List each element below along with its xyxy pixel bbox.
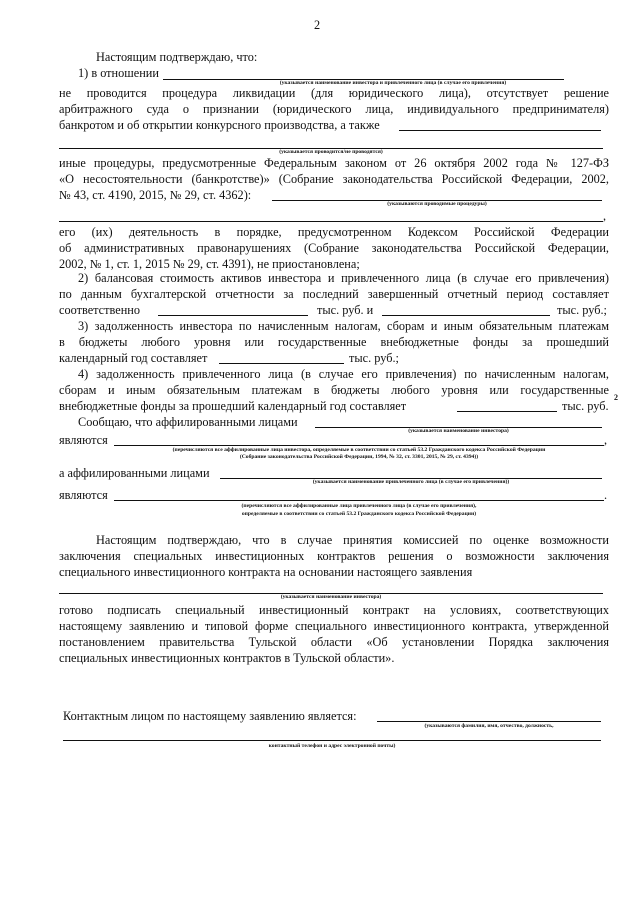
comma: , — [603, 209, 607, 223]
p2-line2: по данным бухгалтерской отчетности за последний завершенный отчетный период составляет — [59, 287, 609, 301]
fill-line-debt-investor — [219, 363, 344, 364]
p3-line3b: тыс. руб.; — [349, 351, 399, 365]
p2-line3c: тыс. руб.; — [557, 303, 607, 317]
p1-line8: об административных правонарушениях (Собрание законодательства Российской Федерации, — [59, 241, 609, 255]
caption-investor-involved: (указывается наименование инвестора и привлеченного лица (в случае его привлечения) — [279, 80, 507, 86]
confirm-line7: специальных инвестиционных контрактов в Тульской области». — [59, 651, 395, 665]
caption-conducted: (указывается проводится/не проводятся) — [279, 149, 383, 155]
item1-start: 1) в отношении — [78, 66, 159, 80]
page-number: 2 — [314, 18, 321, 32]
caption-list-involved-1: (перечисляются все аффилированные лица привлеченного лица (в случае его привлечения), — [241, 503, 477, 509]
p1-line2: арбитражного суда о признании (юридического лица, индивидуального предпринимателя) — [59, 102, 609, 116]
confirm-line6: постановлением правительства Тульской области «Об установлении Порядка заключения — [59, 635, 609, 649]
affil-line2: а аффилированными лицами — [59, 466, 210, 480]
confirm-line5: настоящему заявлению и типовой форме специального инвестиционного контракта, утвержденной — [59, 619, 609, 633]
confirm-line2: заключения специальных инвестиционных контрактов решения о возможности заключения — [59, 549, 609, 563]
fill-line-assets-investor — [158, 315, 308, 316]
intro-text: Настоящим подтверждаю, что: — [96, 50, 258, 64]
caption-list-investor-2: (Собрание законодательства Российской Федерации, 1994, № 32, ст. 3301, 2015, № 29, ст. 4394)) — [239, 454, 479, 460]
affil-line1: Сообщаю, что аффилированными лицами — [78, 415, 298, 429]
affil-are-1: являются — [59, 433, 108, 447]
p1-line4: иные процедуры, предусмотренные Федеральным законом от 26 октября 2002 года № 127-ФЗ — [59, 156, 609, 170]
p1-line9: 2002, № 1, ст. 1, 2015 № 29, ст. 4391), не приостановлена; — [59, 257, 360, 271]
fill-line-procedures-2 — [59, 221, 603, 222]
p4-line3a: внебюджетные фонды за прошедший календарный год составляет — [59, 399, 407, 413]
fill-line-assets-involved — [382, 315, 550, 316]
p1-line1: не проводится процедура ликвидации (для юридического лица), отсутствует решение — [59, 86, 609, 100]
fill-line-affil-involved-list — [114, 500, 604, 501]
p1-line6: № 43, ст. 4190, 2015, № 29, ст. 4362): — [59, 188, 252, 202]
p1-line7: его (их) деятельность в порядке, предусмотренном Кодексом Российской Федерации — [59, 225, 609, 239]
caption-investor-name: (указывается наименование инвестора) — [408, 428, 509, 434]
fill-line-affil-investor-list — [114, 445, 604, 446]
p4-line2: сборам и иным обязательным платежам в бюджеты любого уровня или государственные — [59, 383, 609, 397]
period-affil: . — [604, 488, 608, 502]
caption-confirm-investor: (указывается наименование инвестора) — [280, 594, 382, 600]
footnote-mark: 2 — [614, 393, 618, 402]
confirm-line1: Настоящим подтверждаю, что в случае принятия комиссией по оценке возможности — [96, 533, 609, 547]
p3-line2: в бюджеты любого уровня или государственные внебюджетные фонды за прошедший — [59, 335, 609, 349]
fill-line-debt-involved — [457, 411, 557, 412]
caption-phone: контактный телефон и адрес электронной почты) — [268, 743, 396, 749]
confirm-line3: специального инвестиционного контракта на основании настоящего заявления — [59, 565, 473, 579]
p3-line1: 3) задолженность инвестора по начисленным налогам, сборам и иным обязательным платежам — [78, 319, 609, 333]
caption-list-involved-2: определяемые в соответствии со статьей 53.2 Гражданского кодекса Российской Федерации) — [241, 511, 477, 517]
contact-line1: Контактным лицом по настоящему заявлению является: — [63, 709, 357, 723]
caption-list-investor-1: (перечисляются все аффилированные лица инвестора, определяемые в соответствии со статьей 53.2 Гражданского кодекса Российской Федерации — [172, 447, 546, 453]
p2-line3a: соответственно — [59, 303, 141, 317]
comma-affil: , — [604, 433, 608, 447]
fill-line-contact-fio — [377, 721, 601, 722]
caption-procedures: (указываются проводимые процедуры) — [387, 201, 487, 207]
p3-line3a: календарный год составляет — [59, 351, 208, 365]
confirm-line4: готово подписать специальный инвестиционный контракт на условиях, соответствующих — [59, 603, 609, 617]
affil-are-2: являются — [59, 488, 108, 502]
p1-line5: «О несостоятельности (банкротстве)» (Собрание законодательства Российской Федерации, 2002, — [59, 172, 609, 186]
p2-line1: 2) балансовая стоимость активов инвестора и привлеченного лица (в случае его привлечения) — [78, 271, 609, 285]
p4-line1: 4) задолженность привлеченного лица (в случае его привлечения) по начисленным налогам, — [78, 367, 609, 381]
p2-line3b: тыс. руб. и — [317, 303, 374, 317]
p4-line3b: тыс. руб. — [562, 399, 609, 413]
caption-involved-name: (указывается наименование привлеченного лица (в случае его привлечения)) — [312, 479, 510, 485]
fill-line-also — [399, 130, 601, 131]
fill-line-contact-phone — [63, 740, 601, 741]
p1-line3: банкротом и об открытии конкурсного производства, а также — [59, 118, 380, 132]
caption-fio: (указываются фамилия, имя, отчество, должность, — [424, 723, 554, 729]
